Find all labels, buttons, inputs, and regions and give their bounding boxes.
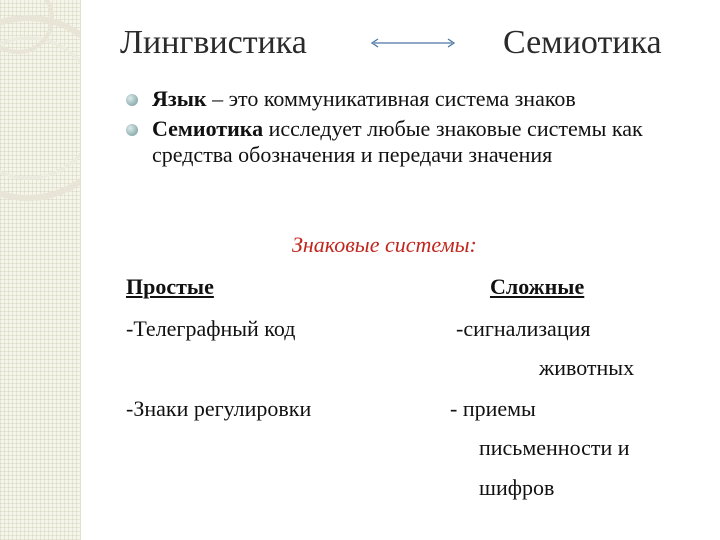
bullet-item-language: [126, 86, 706, 112]
bullet-item-semiotics: [126, 116, 706, 168]
title-linguistics: Лингвистика: [120, 24, 307, 61]
title-semiotics: Семиотика: [503, 24, 662, 61]
heading-complex: Сложные: [490, 274, 585, 299]
heading-simple: Простые: [126, 274, 214, 299]
circle-bullet-icon: [126, 94, 138, 106]
complex-item-writing: - приемы: [450, 396, 536, 421]
simple-item-telegraph: -Телеграфный код: [126, 316, 296, 341]
bullet-list: [126, 86, 706, 172]
double-arrow-icon: [368, 36, 458, 50]
subtitle-sign-systems: Знаковые системы:: [292, 232, 477, 257]
complex-item-signaling: -сигнализация: [456, 316, 591, 341]
bullet-text: исследует любые знаковые системы как средства обозначения и передачи значения: [152, 116, 643, 167]
simple-item-regulation: -Знаки регулировки: [126, 396, 312, 421]
bullet-term: Семиотика: [152, 116, 264, 141]
decorative-circles: [0, 0, 80, 540]
bullet-text: – это коммуникативная система знаков: [206, 86, 576, 111]
complex-item-writing-cont: письменности и: [479, 435, 630, 460]
complex-item-writing-cont2: шифров: [479, 475, 555, 500]
complex-item-signaling-cont: животных: [539, 355, 635, 380]
bullet-term: Язык: [152, 86, 207, 111]
circle-bullet-icon: [126, 124, 138, 136]
